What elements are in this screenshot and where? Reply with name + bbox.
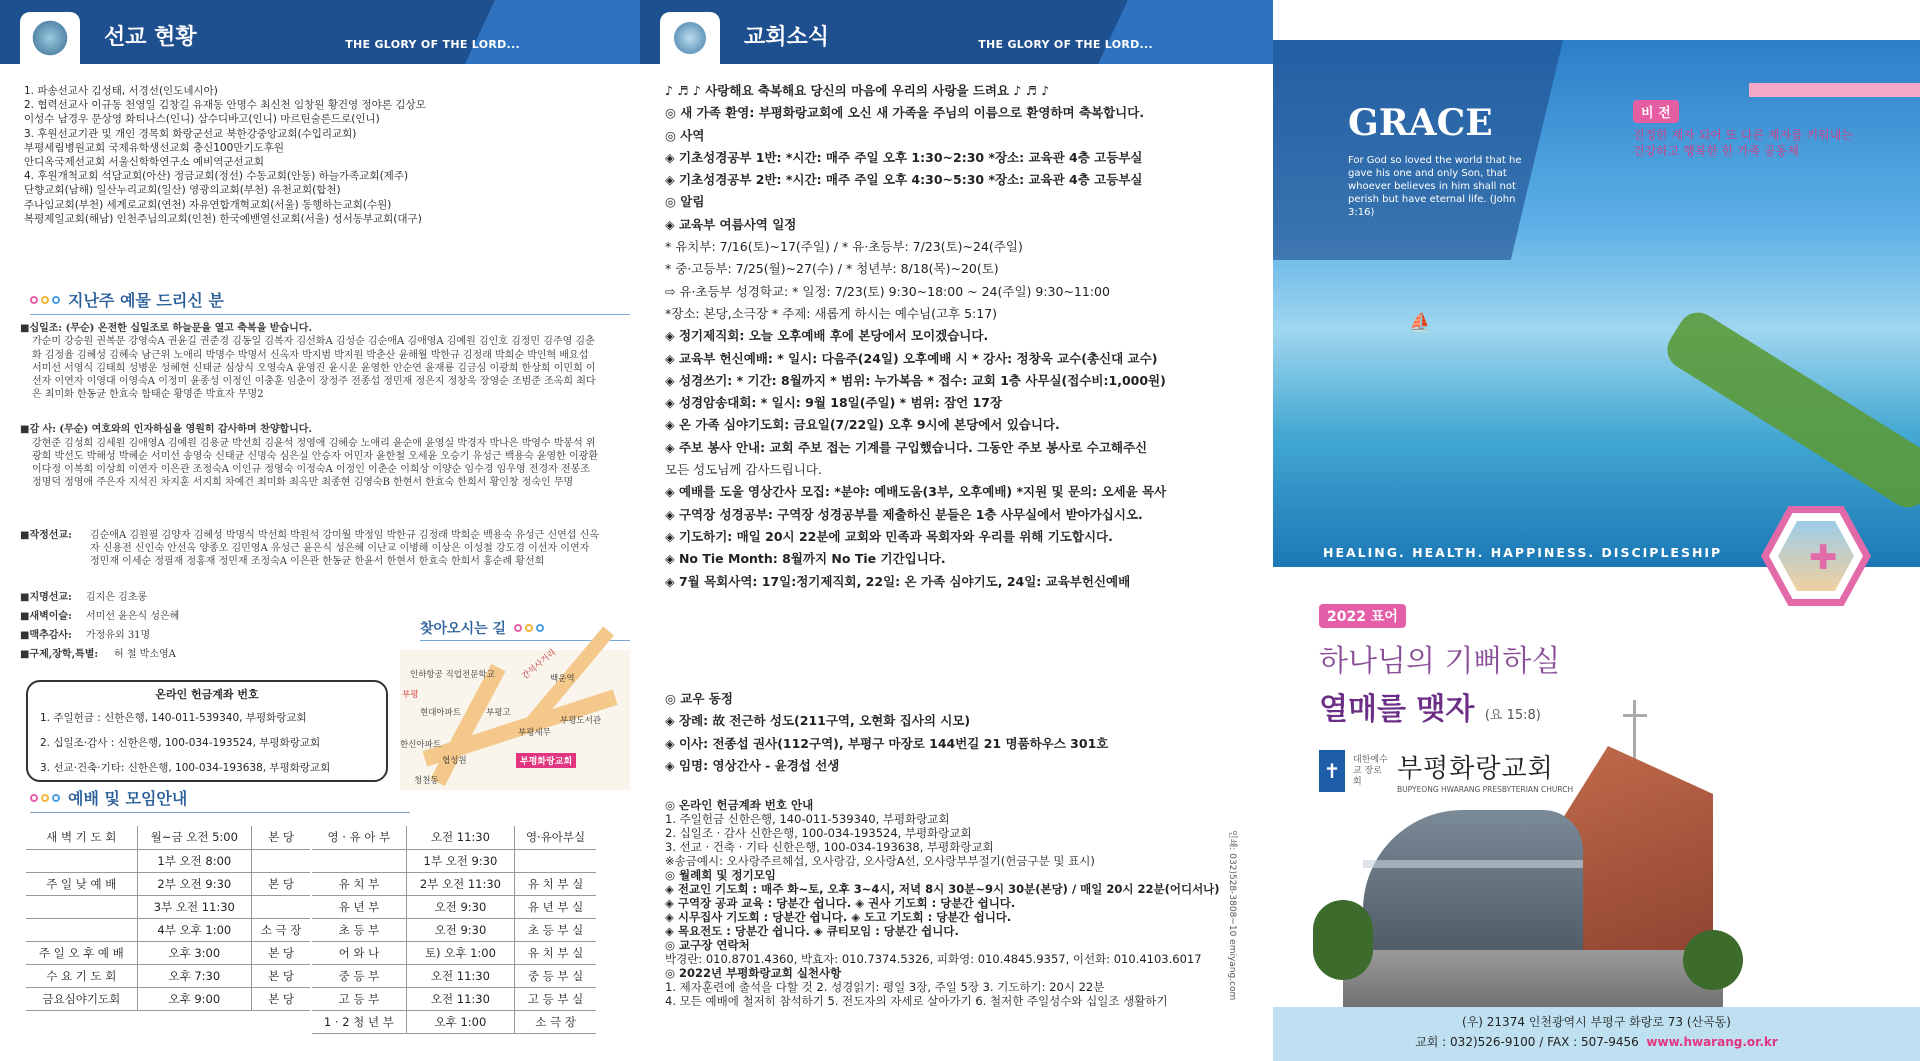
donor-names: 김순애A 김원필 김양자 김혜성 박명식 박선희 박원석 강미월 박정임 박한규 김정래 박희순 백용숙 유성근 신연섭 신옥자 신용전 신인숙 안선옥 양종오 김민영A 유성근 윤은식 성은혜 이난교 이병해 이상은 이성철 강도경 이선자 이연자 정민재 이세순 정필재 정홍재 정민재 조정숙A 이은관 한동균 한윤서 한현서 한효숙 한희서 홍순례 황선희: [90, 529, 599, 568]
schedule-row: [312, 872, 596, 895]
service-time: 오후 3:00: [137, 941, 251, 964]
news-line: ◈ 정기제직회: 오늘 오후예배 후에 본당에서 모이겠습니다.: [665, 328, 989, 344]
donor-label: ■십일조: (무순) 온전한 십일조로 하늘문을 열고 축복을 받습니다.: [20, 323, 312, 334]
news-line: ◈ 시무집사 기도회 : 당분간 쉽니다. ◈ 도고 기도회 : 당분간 쉽니다.: [665, 910, 1012, 924]
motto-line2: 열매를 맺자 (요 15:8): [1319, 692, 1541, 727]
news-banner: [640, 0, 1273, 64]
news-line: 3. 선교 · 건축 · 기타 신한은행, 100-034-193638, 부평화랑교회: [665, 840, 994, 854]
service-time: 오전 9:30: [406, 918, 514, 941]
mission-list: [24, 84, 640, 226]
service-name: [26, 895, 137, 918]
news-line: ◈ 성경쓰기: * 기간: 8월까지 * 범위: 누가복음 * 접수: 교회 1층 사무실(접수비:1,000원): [665, 372, 1166, 388]
map-label: 부평고: [486, 708, 511, 718]
print-credit: 인쇄: 032)528-3808~10 emiyang.com: [1227, 830, 1237, 1001]
service-time: 4부 오후 1:00: [137, 918, 251, 941]
service-time: 1부 오전 9:30: [406, 849, 514, 872]
news-line: ◎ 새 가족 환영: 부평화랑교회에 오신 새 가족을 주님의 이름으로 환영하며 축복합니다.: [665, 105, 1145, 121]
vision-text: 진정한 제자 되어 또 다른 제자를 키워내는 건강하고 행복한 한 가족 공동체: [1633, 128, 1853, 158]
service-time: 2부 오전 11:30: [406, 872, 514, 895]
motto-line1: 하나님의 기뻐하실: [1319, 644, 1561, 679]
service-name: [312, 849, 406, 872]
news-title: 교회소식: [744, 25, 830, 50]
member-news: [665, 688, 1265, 777]
news-line: 2. 십일조 · 감사 신한은행, 100-034-193524, 부평화랑교회: [665, 826, 972, 840]
service-place: 유 치 부 실: [515, 941, 596, 964]
news-line: * 중·고등부: 7/25(월)~27(수) / * 청년부: 8/18(목)~20(토): [665, 261, 999, 277]
service-time: 3부 오전 11:30: [137, 895, 251, 918]
news-subtitle: THE GLORY OF THE LORD...: [978, 38, 1153, 51]
news-line: ◈ 성경암송대회: * 일시: 9월 18일(주일) * 범위: 잠언 17장: [665, 395, 1003, 411]
worship-section: [30, 288, 630, 315]
offering-account: 1. 주일헌금 : 신한은행, 140-011-539340, 부평화랑교회: [40, 712, 307, 724]
news-line: ◈ 온 가족 심야기도회: 금요일(7/22일) 오후 9시에 본당에서 있습니다.: [665, 417, 1060, 433]
schedule-row: [312, 918, 596, 941]
flower-icon: [20, 12, 80, 64]
worship-heading: 지난주 예물 드리신 분: [30, 288, 630, 315]
mission-banner: [0, 0, 640, 64]
service-place: 본 당: [252, 826, 310, 849]
tulip-icon: [660, 12, 720, 64]
mission-line: 주나임교회(부천) 세계로교회(연천) 자유연합개혁교회(서울) 동행하는교회(수원): [24, 198, 392, 211]
service-place: 소 극 장: [252, 918, 310, 941]
service-time: 오전 11:30: [406, 964, 514, 987]
service-name: 중 등 부: [312, 964, 406, 987]
schedule-row: [26, 964, 310, 987]
schedule-table-left: [26, 826, 310, 1011]
offering-account-box: [26, 680, 388, 782]
service-place: [252, 895, 310, 918]
service-name: 수 요 기 도 회: [26, 964, 137, 987]
news-line: ◈ 교육부 헌신예배: * 일시: 다음주(24일) 오후예배 시 * 강사: 정창욱 교수(총신대 교수): [665, 350, 1158, 366]
donor-label: ■작정선교:: [20, 529, 72, 541]
map-label: 백운역: [550, 674, 575, 684]
map-label: 부평세무: [518, 728, 551, 738]
news-line: ⇨ 유·초등부 성경학교: * 일정: 7/23(토) 9:30~18:00 ~ 24(주일) 9:30~11:00: [665, 283, 1110, 299]
middle-panel: [640, 0, 1273, 1061]
news-line: ◎ 2022년 부평화랑교회 실천사항: [665, 966, 842, 980]
service-time: 오전 11:30: [406, 987, 514, 1010]
mission-line: 안디옥국제선교회 서울신학학연구소 예비역군선교회: [24, 156, 264, 169]
service-name: 1 · 2 청 년 부: [312, 1010, 406, 1033]
donor-label: ■새벽이슬:: [20, 610, 72, 622]
service-name: 주 일 오 후 예 배: [26, 941, 137, 964]
donor-label: ■감 사: (무순) 여호와의 인자하심을 영원히 감사하며 찬양합니다.: [20, 424, 312, 436]
service-time: 오전 9:30: [406, 895, 514, 918]
sailboat-icon: ⛵: [1409, 312, 1432, 333]
schedule-row: [312, 987, 596, 1010]
schedule-row: [26, 826, 310, 849]
map-label: 부평도서관: [560, 716, 602, 726]
news-line: ◈ 전교인 기도회 : 매주 화~토, 오후 3~4시, 저녁 8시 30분~9시 30분(본당) / 매일 20시 22분(어디서나): [665, 882, 1220, 896]
news-line: ◈ 구역장 성경공부: 구역장 성경공부를 제출하신 분들은 1층 사무실에서 받아가십시오.: [665, 506, 1143, 522]
denomination: 대한예수교 장로회: [1353, 754, 1388, 787]
cross-icon: ✚: [1809, 538, 1838, 578]
dots-icon: [30, 296, 60, 304]
news-line: ♪ ♬ ♪ 사랑해요 축복해요 당신의 마음에 우리의 사랑을 드려요 ♪ ♬ ♪: [665, 83, 1050, 98]
mission-line: 2. 협력선교사 이규동 천영일 김창길 유재동 안명수 최신천 임창원 황건영 정야론 김상모: [24, 99, 426, 112]
dots-icon: [514, 624, 544, 632]
service-time: 오후 9:00: [137, 987, 251, 1010]
schedule-row: [312, 1010, 596, 1033]
schedule-row: [312, 964, 596, 987]
directions-heading: 찾아오시는 길: [420, 618, 630, 641]
news-line: ◈ 이사: 전종섭 권사(112구역), 부평구 마장로 144번길 21 명품하우스 301호: [665, 735, 1109, 751]
website-link[interactable]: www.hwarang.or.kr: [1646, 1035, 1778, 1049]
mission-title: 선교 현황: [104, 25, 197, 50]
mission-line: 복평제일교회(해남) 인천주님의교회(인천) 한국예밴열선교회(서울) 성서동부교회(대구): [24, 212, 422, 225]
schedule-row: [312, 849, 596, 872]
donor-names: 가순미 강승원 권복문 강영숙A 권윤길 권준경 김동일 김복자 김선화A 김성순 김순애A 김애영A 김예원 김인호 김정민 김주영 김춘화 김정율 김혜성 김혜숙 남근위 노애리 박명수 박명서 신옥자 박지범 박지원 박춘산 윤해월 박한규 김정래 박희순 박인혁 배요섭 서미선 서영식 김태희 성병운 성혜현 신태균 심상식 오영숙A 윤영진 윤시운 윤영한 안순연 윤재룡 김금심 이광희 한상희 이민희 이선자 이연자 이영대 이영숙A 이정미 윤종성 이정인 이충훈 임춘이 장정주 전종섭 정민재 정은지 정창욱 장영순 조범준 조옥희 최다은 최미화 한동균 한효숙 함태순 황명준 박효자 무명2: [32, 336, 596, 401]
schedule-row: [26, 872, 310, 895]
map-label: 간석사거리: [520, 647, 559, 682]
church-building-image: [1483, 700, 1920, 1020]
service-time: 토) 오후 1:00: [406, 941, 514, 964]
accounts-meetings: [665, 798, 1265, 1008]
service-name: 새 벽 기 도 회: [26, 826, 137, 849]
donor-label: ■지명선교:: [20, 591, 72, 603]
phone-fax: 교회 : 032)526-9100 / FAX : 507-9456: [1415, 1035, 1639, 1049]
service-place: [252, 849, 310, 872]
news-list: [665, 80, 1265, 593]
news-line: ◎ 온라인 헌금계좌 번호 안내: [665, 798, 814, 812]
contact-footer: [1273, 1007, 1920, 1061]
schedule-row: [312, 895, 596, 918]
news-line: 박경란: 010.8701.4360, 박효자: 010.7374.5326, 피화영: 010.4845.9357, 이선화: 010.4103.6017: [665, 952, 1202, 966]
verse-text: For God so loved the world that he gave his one and only Son, that whoever believes in him shall not perish but have eternal life. (John 3:16): [1348, 155, 1522, 218]
news-line: ◈ 구역장 공과 교육 : 당분간 쉽니다. ◈ 권사 기도회 : 당분간 쉽니다.: [665, 896, 1016, 910]
contact-line: [1273, 1033, 1920, 1050]
news-line: ◎ 교우 동정: [665, 691, 733, 706]
map-label: 청천동: [414, 776, 439, 786]
church-name: 부평화랑교회: [1397, 754, 1554, 784]
news-line: ◈ 임명: 영상간사 - 윤경섭 선생: [665, 757, 840, 773]
service-time: 1부 오전 8:00: [137, 849, 251, 872]
map-label: 인하항공 직업전문학교: [410, 670, 495, 680]
mission-line: 4. 후원개척교회 석담교회(아산) 정금교회(정선) 수동교회(안동) 하늘가족교회(제주): [24, 170, 409, 183]
news-line: 모든 성도님께 감사드립니다.: [665, 462, 822, 478]
church-logo-icon: ✝: [1319, 750, 1345, 792]
left-panel: [0, 0, 640, 1061]
news-line: *장소: 본당,소극장 * 주제: 새롭게 하시는 예수님(고후 5:17): [665, 305, 998, 321]
donor-names: 강현준 김성희 김세원 김애영A 김예원 김용균 박선희 김윤석 정영애 김혜승 노애리 윤순애 윤영실 박경자 박나은 박영수 박봉석 위광희 박선도 박해성 박혜순 서미선 송영숙 신태균 신명숙 심은실 안승자 어민자 윤한철 오세윤 오승기 유성근 백용숙 윤영한 이광환 이다정 이복희 이상희 이연자 이은관 조정숙A 이인규 정영숙 이정숙A 이정인 이춘순 이희상 이양순 임수경 임우영 전경자 전봉조 정명덕 정영애 주은자 지석진 차지훈 서지희 차예건 최미화 최옥만 최종현 김영숙B 한현서 한효숙 한희서 황인창 정숙인 무명: [32, 437, 599, 489]
mission-line: 단향교회(남해) 일산누리교회(일산) 영광의교회(부천) 유천교회(합천): [24, 184, 341, 197]
schedule-row: [26, 895, 310, 918]
offering-account: 3. 선교·건축·기타: 신한은행, 100-034-193638, 부평화랑교회: [40, 762, 331, 774]
news-line: 1. 제자훈련에 출석을 다할 것 2. 성경읽기: 평일 3장, 주일 5장 3. 기도하기: 20시 22분: [665, 980, 1105, 994]
church-name-en: BUPYEONG HWARANG PRESBYTERIAN CHURCH: [1397, 785, 1574, 794]
service-name: [26, 918, 137, 941]
news-line: ◈ No Tie Month: 8월까지 No Tie 기간입니다.: [665, 551, 946, 567]
service-place: 중 등 부 실: [515, 964, 596, 987]
schedule-row: [312, 941, 596, 964]
news-line: ◈ 교육부 여름사역 일정: [665, 216, 797, 232]
news-line: ◎ 사역: [665, 127, 705, 143]
vision-label: 비 전: [1633, 100, 1679, 123]
dots-icon: [30, 794, 60, 802]
news-line: 1. 주일헌금 신한은행, 140-011-539340, 부평화랑교회: [665, 812, 950, 826]
offering-box-title: 온라인 헌금계좌 번호: [155, 688, 259, 701]
motto-badge: 2022 표어: [1319, 604, 1406, 628]
schedule-row: [26, 849, 310, 872]
service-name: 영 · 유 아 부: [312, 826, 406, 849]
address: (우) 21374 인천광역시 부평구 화랑로 73 (산곡동): [1462, 1015, 1731, 1029]
service-name: 금요심야기도회: [26, 987, 137, 1010]
service-name: 어 와 나: [312, 941, 406, 964]
mission-line: 3. 후원선교기관 및 개인 경목회 화랑군선교 북한강중앙교회(수입리교회): [24, 127, 357, 140]
service-place: 고 등 부 실: [515, 987, 596, 1010]
offering-account: 2. 십일조·감사 : 신한은행, 100-034-193524, 부평화랑교회: [40, 737, 321, 749]
news-line: ◈ 7월 목회사역: 17일:정기제직회, 22일: 온 가족 심야기도, 24일: 교육부헌신예배: [665, 573, 1131, 589]
news-line: ◈ 기초성경공부 1반: *시간: 매주 주일 오후 1:30~2:30 *장소: 교육관 4층 고등부실: [665, 149, 1143, 165]
donor-names: 김지은 김초롱: [86, 591, 148, 603]
directions-map: [400, 647, 630, 790]
service-place: 소 극 장: [515, 1010, 596, 1033]
service-name: 초 등 부: [312, 918, 406, 941]
schedule-section: [30, 786, 410, 813]
schedule-row: [312, 826, 596, 849]
service-name: 유 년 부: [312, 895, 406, 918]
service-place: 본 당: [252, 964, 310, 987]
schedule-row: [26, 987, 310, 1010]
mission-subtitle: THE GLORY OF THE LORD...: [345, 38, 520, 51]
news-line: ◈ 목요전도 : 당분간 쉽니다. ◈ 큐티모임 : 당분간 쉽니다.: [665, 924, 959, 938]
service-time: 월~금 오전 5:00: [137, 826, 251, 849]
service-place: [515, 849, 596, 872]
cover-panel: [1273, 0, 1920, 1061]
donor-list: [20, 322, 600, 662]
vision-box: [1633, 100, 1913, 159]
service-place: 본 당: [252, 872, 310, 895]
mission-line: 1. 파송선교사 김성태, 서경선(인도네시아): [24, 85, 218, 97]
service-place: 유 치 부 실: [515, 872, 596, 895]
news-line: ※송금예시: 오사랑주르헤섭, 오사랑감, 오사랑A선, 오사랑부부절기(헌금구분 및 표시): [665, 854, 1095, 868]
service-time: 2부 오전 9:30: [137, 872, 251, 895]
schedule-heading: 예배 및 모임안내: [30, 786, 410, 813]
grace-title: GRACE: [1348, 102, 1493, 144]
church-map-marker: 부평화랑교회: [516, 753, 576, 768]
service-place: 유 년 부 실: [515, 895, 596, 918]
news-line: ◈ 주보 봉사 안내: 교회 주보 접는 기계를 구입했습니다. 그동안 주보 봉사로 수고해주신: [665, 439, 1148, 455]
service-name: 유 치 부: [312, 872, 406, 895]
donor-names: 가정유외 31명: [86, 630, 151, 642]
mission-line: 부평세림병원교회 국제유학생선교회 충신100만기도후원: [24, 141, 285, 154]
donor-names: 서미선 윤은식 성은혜: [86, 610, 180, 622]
pink-bar: [1749, 83, 1920, 97]
news-line: ◈ 기도하기: 매일 20시 22분에 교회와 민족과 목회자와 우리를 위해 기도합시다.: [665, 528, 1113, 544]
news-line: ◈ 기초성경공부 2반: *시간: 매주 주일 오후 4:30~5:30 *장소: 교육관 4층 고등부실: [665, 172, 1143, 188]
news-line: ◈ 장례: 故 전근하 성도(211구역, 오현화 집사의 시모): [665, 713, 971, 729]
donor-label: ■맥추감사:: [20, 630, 72, 642]
donor-names: 허 철 박소영A: [114, 649, 176, 661]
schedule-row: [26, 918, 310, 941]
tagline: HEALING. HEALTH. HAPPINESS. DISCIPLESHIP: [1323, 545, 1723, 560]
service-name: [26, 849, 137, 872]
service-time: 오후 7:30: [137, 964, 251, 987]
map-label: 현대아파트: [420, 708, 462, 718]
news-line: ◎ 교구장 연락처: [665, 938, 750, 952]
service-time: 오전 11:30: [406, 826, 514, 849]
news-line: ◎ 월례회 및 정기모임: [665, 868, 776, 882]
map-label: 한신아파트: [400, 740, 442, 750]
news-line: * 유치부: 7/16(토)~17(주일) / * 유·초등부: 7/23(토)~24(주일): [665, 239, 1023, 255]
schedule-table-right: [312, 826, 596, 1034]
service-place: 본 당: [252, 941, 310, 964]
service-time: 오후 1:00: [406, 1010, 514, 1033]
schedule-row: [26, 941, 310, 964]
service-name: 주 일 낮 예 배: [26, 872, 137, 895]
service-place: 초 등 부 실: [515, 918, 596, 941]
service-place: 본 당: [252, 987, 310, 1010]
news-line: 4. 모든 예배에 철저히 참석하기 5. 전도자의 자세로 살아가기 6. 철저한 주일성수와 십일조 생활하기: [665, 994, 1168, 1008]
donor-label: ■구제,장학,특별:: [20, 649, 99, 661]
service-place: 영·유아부실: [515, 826, 596, 849]
map-label: 부평: [402, 690, 419, 700]
map-label: 협성원: [442, 756, 467, 766]
service-name: 고 등 부: [312, 987, 406, 1010]
news-line: ◎ 알림: [665, 194, 705, 210]
mission-line: 이성수 남경우 문상영 화티나스(인니) 삼수디바고(인니) 마르틴술론드로(인니): [24, 113, 380, 126]
news-line: ◈ 예배를 도울 영상간사 모집: *분야: 예배도움(3부, 오후예배) *지원 및 문의: 오세윤 목사: [665, 484, 1167, 500]
